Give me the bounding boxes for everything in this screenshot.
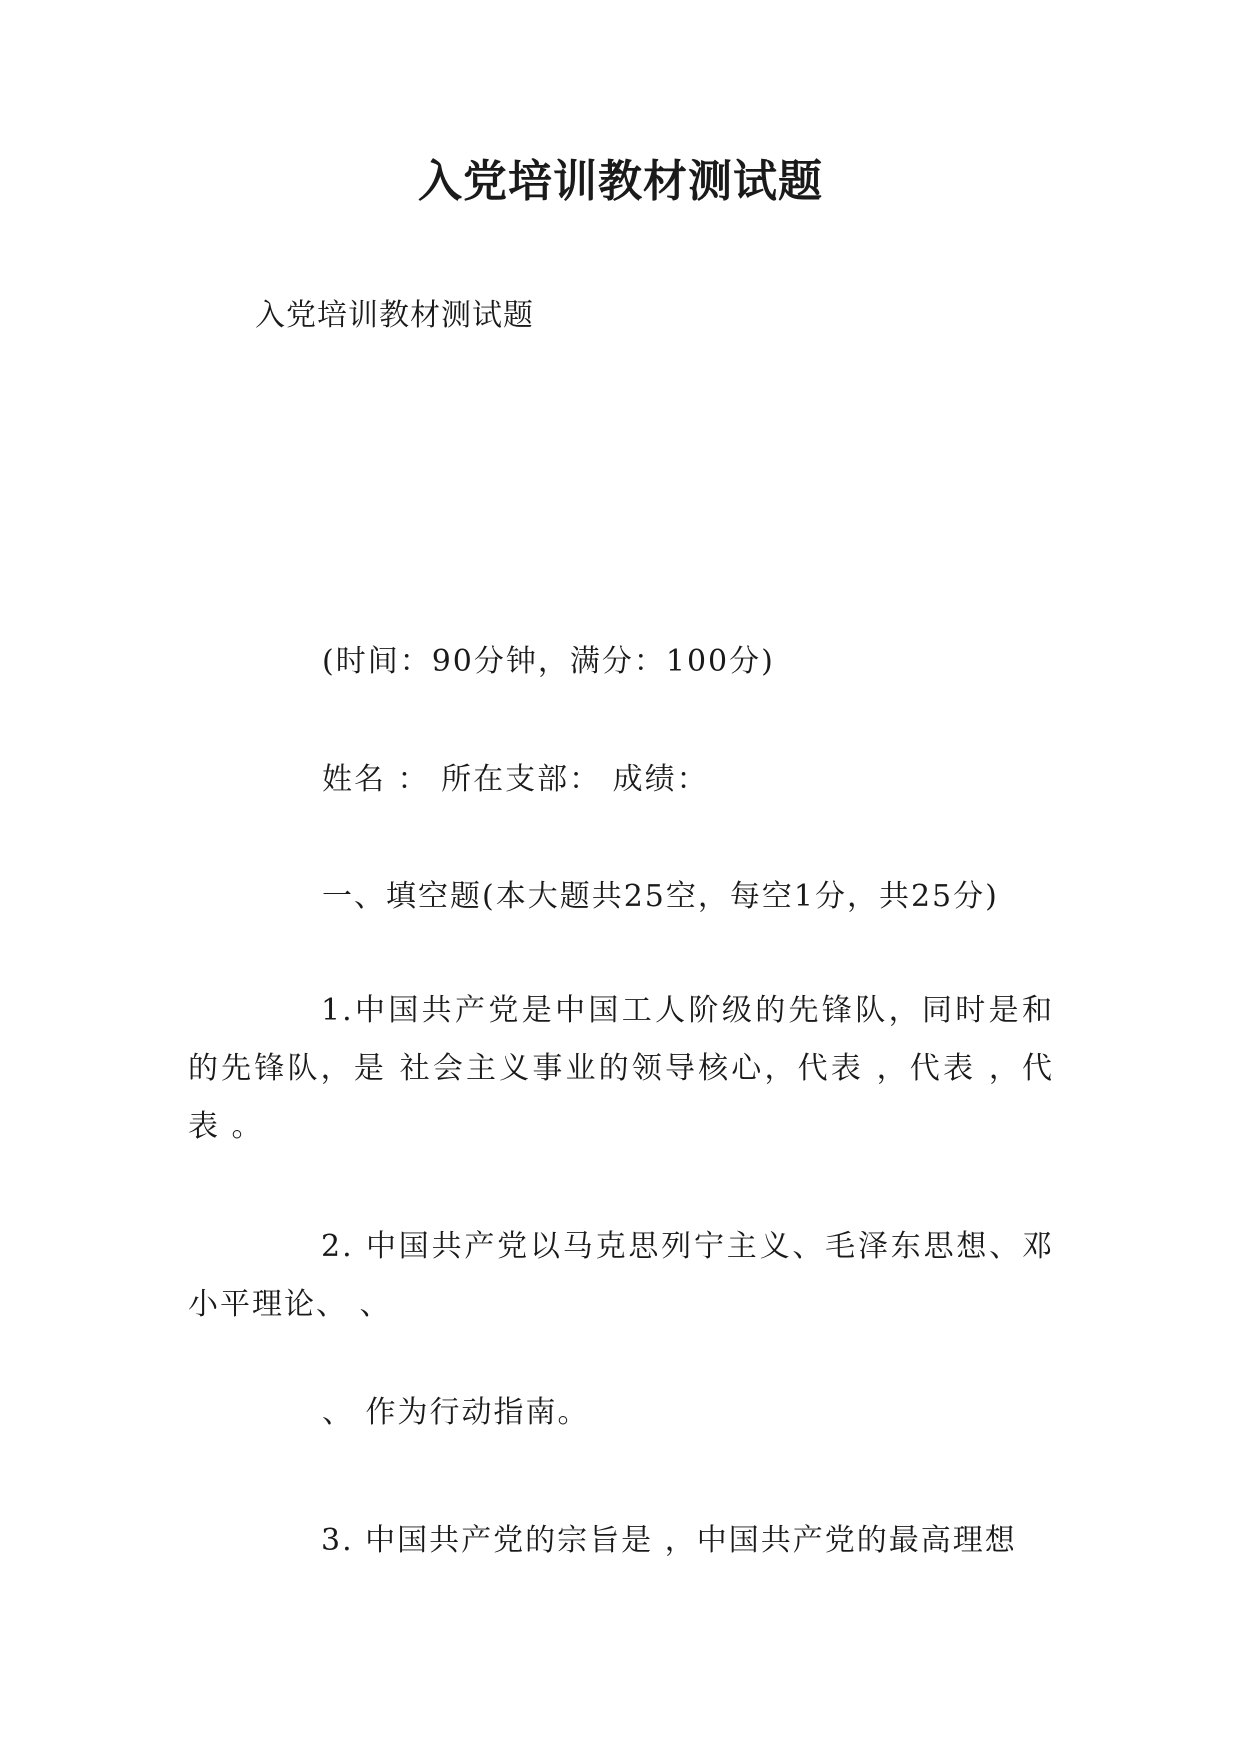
examinee-info-line: 姓名 ： 所在支部： 成绩： <box>322 762 709 797</box>
document-subtitle: 入党培训教材测试题 <box>255 298 534 333</box>
section-heading: 一、填空题(本大题共25空，每空1分，共25分) <box>322 879 999 914</box>
question-2-continuation: 、 作为行动指南。 <box>322 1395 590 1430</box>
question-1: 1.中国共产党是中国工人阶级的先锋队，同时是和 的先锋队，是 社会主义事业的领导核心，代表 ，代表 ，代表 。 <box>188 993 1054 1144</box>
document-title: 入党培训教材测试题 <box>418 156 823 207</box>
question-3: 3. 中国共产党的宗旨是 ，中国共产党的最高理想 <box>321 1523 1017 1558</box>
question-2: 2. 中国共产党以马克思列宁主义、毛泽东思想、邓小平理论、 、 <box>188 1229 1054 1322</box>
exam-time-info: (时间：90分钟，满分：100分) <box>322 644 775 679</box>
